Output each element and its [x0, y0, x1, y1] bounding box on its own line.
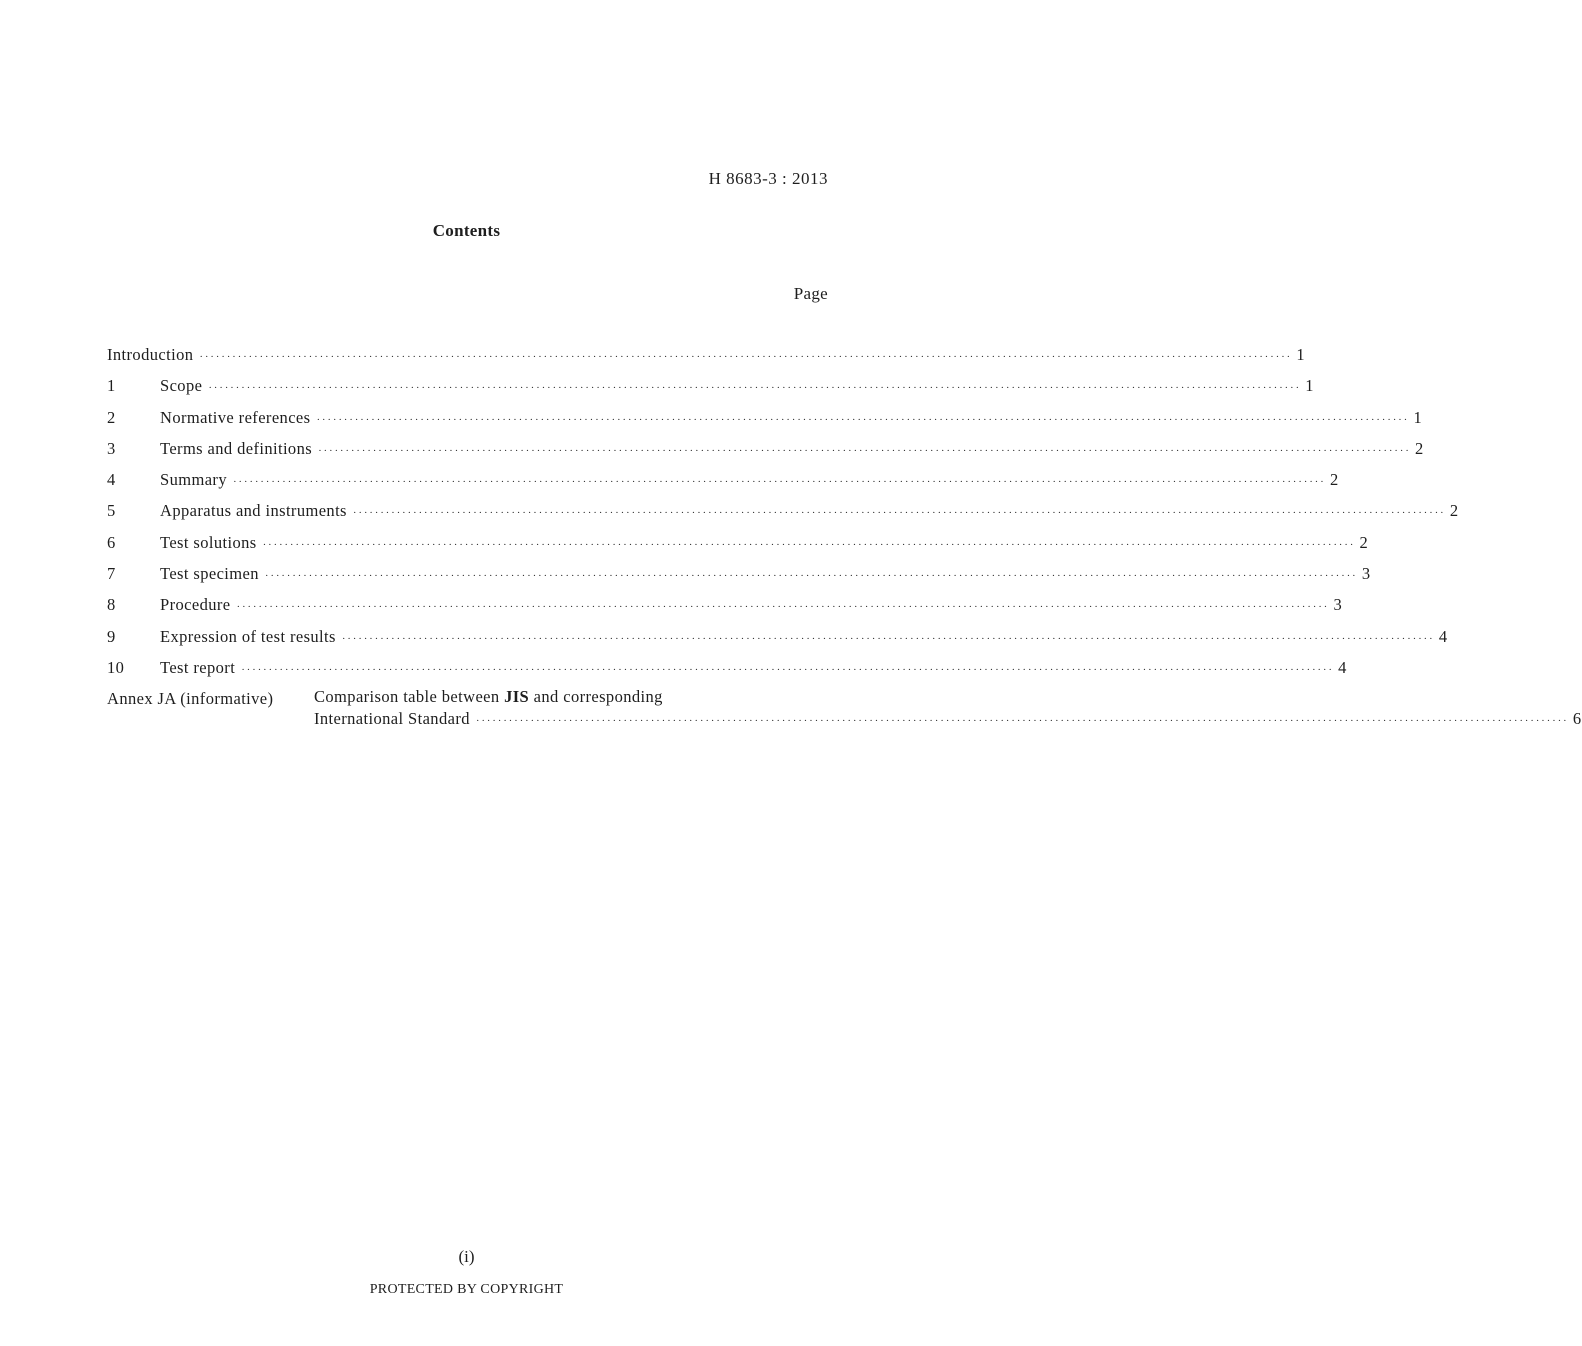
table-of-contents: [107, 345, 1582, 732]
toc-entry-number: 6: [107, 532, 116, 552]
toc-entry-page: 3: [1333, 595, 1343, 615]
dot-leader: ········································································································································································································: [236, 601, 1330, 614]
annex-title-jis: JIS: [504, 687, 530, 707]
toc-entry-test-report[interactable]: [107, 657, 1347, 689]
dot-leader: ········································································································································································································: [475, 715, 1569, 728]
toc-entry-label: Scope: [160, 376, 203, 396]
toc-entry-expression-of-test-results[interactable]: [107, 626, 1448, 658]
toc-entry-test-specimen[interactable]: [107, 564, 1371, 595]
document-number: H 8683-3 : 2013: [708, 169, 828, 188]
toc-entry-label: Introduction: [107, 345, 194, 364]
annex-title-text: International Standard: [314, 709, 470, 729]
toc-entry-normative-references[interactable]: [107, 407, 1423, 439]
toc-entry-page: 3: [1361, 564, 1371, 584]
toc-entry-test-solutions[interactable]: [107, 532, 1369, 564]
toc-entry-label: Procedure: [160, 595, 231, 615]
toc-entry-introduction[interactable]: [107, 345, 1305, 376]
toc-entry-number: 10: [107, 657, 125, 677]
annex-title-line-1: [314, 686, 1582, 708]
toc-entry-label: Normative references: [160, 407, 311, 427]
toc-entry-label: Test solutions: [160, 532, 257, 552]
dot-leader: ········································································································································································································: [352, 507, 1446, 520]
toc-entry-page: 2: [1359, 532, 1369, 552]
toc-entry-apparatus-and-instruments[interactable]: [107, 501, 1459, 532]
toc-entry-page: 4: [1338, 657, 1347, 677]
toc-entry-page: 2: [1449, 501, 1459, 521]
toc-entry-label: Terms and definitions: [160, 438, 313, 458]
annex-heading: Annex JA (informative): [107, 689, 274, 709]
dot-leader: ········································································································································································································: [264, 570, 1358, 583]
toc-entry-label: Apparatus and instruments: [160, 501, 347, 521]
toc-entry-page: 2: [1329, 470, 1339, 490]
toc-entry-annex-ja[interactable]: [107, 687, 1582, 732]
toc-entry-page: 1: [1413, 407, 1423, 427]
dot-leader: ········································································································································································································: [341, 632, 1435, 645]
toc-entry-page: 1: [1296, 345, 1305, 364]
toc-entry-number: 4: [107, 470, 116, 490]
page-title: Contents: [432, 221, 501, 240]
dot-leader: ········································································································································································································: [318, 444, 1411, 457]
toc-entry-number: 9: [107, 626, 116, 646]
copyright-notice: PROTECTED BY COPYRIGHT: [369, 1282, 564, 1297]
toc-entry-number: 2: [107, 407, 116, 427]
dot-leader: ········································································································································································································: [208, 382, 1301, 395]
toc-entry-label: Expression of test results: [160, 626, 336, 646]
dot-leader: ········································································································································································································: [241, 663, 1334, 676]
toc-entry-number: 5: [107, 501, 116, 521]
toc-entry-page: 1: [1305, 376, 1314, 396]
toc-entry-number: 8: [107, 595, 116, 615]
toc-entry-label: Summary: [160, 470, 227, 490]
toc-entry-label: Test specimen: [160, 564, 259, 584]
page-column-label: Page: [793, 284, 828, 303]
toc-entry-scope[interactable]: [107, 376, 1314, 407]
page-folio: (i): [458, 1247, 475, 1266]
dot-leader: ········································································································································································································: [316, 413, 1410, 426]
toc-entry-number: 3: [107, 438, 116, 458]
annex-title-text: and corresponding: [529, 687, 663, 707]
annex-title-line-2: [314, 708, 1582, 732]
annex-title: [314, 689, 1582, 732]
dot-leader: ········································································································································································································: [199, 351, 1292, 363]
toc-entry-number: 7: [107, 564, 116, 584]
toc-entry-terms-and-definitions[interactable]: [107, 438, 1424, 470]
dot-leader: ········································································································································································································: [262, 538, 1356, 551]
annex-title-text: Comparison table between: [314, 687, 505, 707]
toc-entry-number: 1: [107, 376, 116, 396]
toc-entry-procedure[interactable]: [107, 595, 1343, 626]
toc-entry-label: Test report: [160, 657, 236, 677]
toc-entry-page: 6: [1572, 709, 1582, 729]
dot-leader: ········································································································································································································: [232, 476, 1326, 489]
toc-entry-summary[interactable]: [107, 470, 1339, 501]
toc-entry-page: 2: [1415, 438, 1424, 458]
toc-entry-page: 4: [1438, 626, 1448, 646]
